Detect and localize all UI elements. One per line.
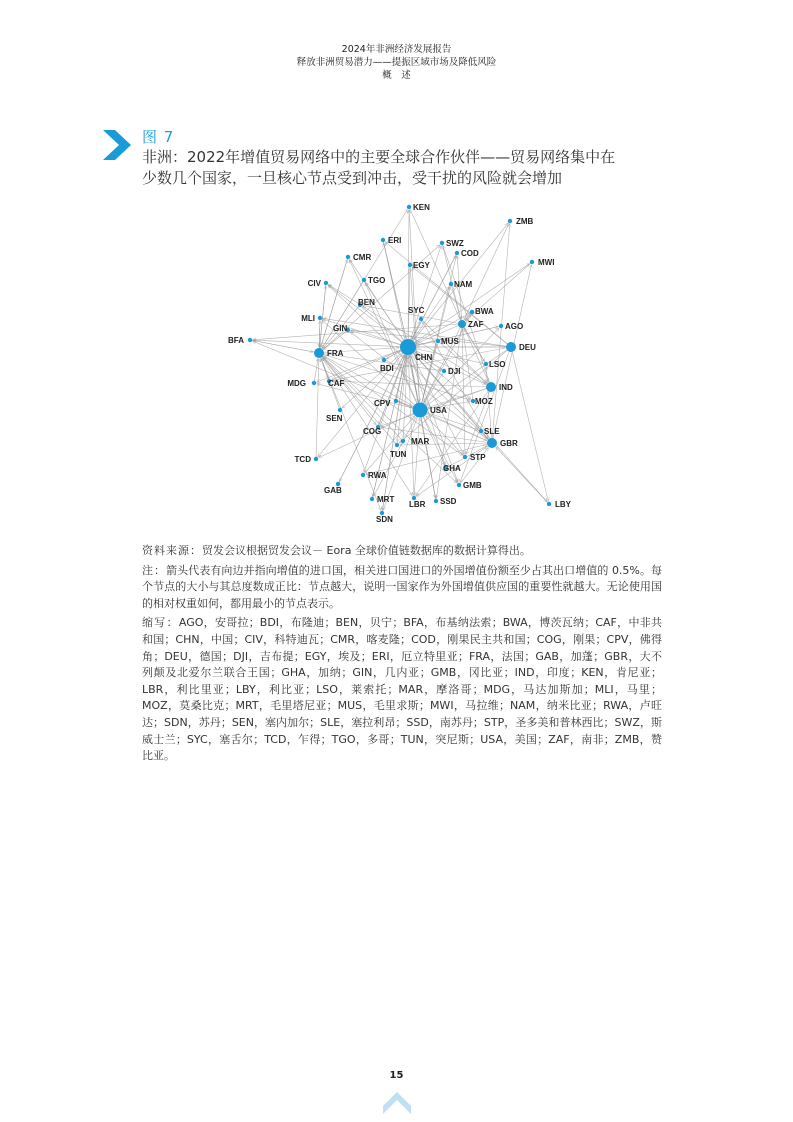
node-label-ken: KEN — [413, 203, 430, 212]
node-rwa — [361, 473, 365, 477]
node-label-gbr: GBR — [500, 439, 518, 448]
node-label-rwa: RWA — [368, 471, 387, 480]
node-label-bdi: BDI — [380, 364, 394, 373]
figure-notes — [142, 543, 662, 768]
node-mus — [436, 339, 440, 343]
node-label-cod: COD — [461, 249, 479, 258]
node-tgo — [362, 278, 366, 282]
node-label-lbr: LBR — [409, 500, 426, 509]
node-mar — [401, 439, 405, 443]
source-label: 资料来源： — [142, 544, 202, 557]
trade-edge-civ-to-fra — [320, 283, 326, 347]
node-sen — [338, 408, 342, 412]
node-usa — [413, 403, 428, 418]
node-label-moz: MOZ — [475, 397, 493, 406]
node-mwi — [530, 260, 534, 264]
node-label-zmb: ZMB — [516, 217, 534, 226]
node-label-syc: SYC — [408, 306, 425, 315]
node-label-gmb: GMB — [463, 481, 482, 490]
node-label-chn: CHN — [415, 353, 433, 362]
source-text: 贸发会议根据贸发会议－ Eora 全球价值链数据库的数据计算得出。 — [202, 544, 531, 557]
node-lso — [484, 362, 488, 366]
node-label-stp: STP — [470, 453, 486, 462]
node-label-gin: GIN — [333, 324, 348, 333]
figure-title-line-1: 非洲：2022年增值贸易网络中的主要全球合作伙伴——贸易网络集中在 — [142, 148, 616, 166]
node-label-mwi: MWI — [538, 258, 555, 267]
node-label-lby: LBY — [555, 500, 571, 509]
node-label-nam: NAM — [454, 280, 473, 289]
trade-edge-sdn-to-chn — [382, 356, 407, 513]
node-label-ben: BEN — [358, 298, 375, 307]
trade-edge-eri-to-chn — [383, 240, 406, 338]
node-label-mar: MAR — [411, 437, 430, 446]
node-swz — [440, 241, 444, 245]
node-gbr — [487, 438, 497, 448]
node-deu — [506, 342, 516, 352]
node-gmb — [457, 483, 461, 487]
node-label-eri: ERI — [388, 236, 402, 245]
node-syc — [419, 317, 423, 321]
figure-title — [142, 147, 662, 189]
trade-edge-chn-to-civ — [329, 285, 408, 347]
abbreviations-label: 缩写： — [142, 616, 179, 630]
node-label-egy: EGY — [413, 261, 430, 270]
note-text: 箭头代表有向边并指向增值的进口国，相关进口国进口的外国增值份额至少占其出口增值的 0.5%。每个节点的大小与其总度数成正比：节点越大，说明一国家作为外国增值供应国的重要性就越大。无论使用国的相对权重如何，都用最小的节点表示。 — [142, 563, 662, 610]
running-header — [0, 43, 793, 82]
node-nam — [449, 282, 453, 286]
node-zaf — [458, 320, 466, 328]
page-number: 15 — [389, 1070, 404, 1081]
node-bfa — [248, 338, 252, 342]
node-label-ind: IND — [499, 383, 513, 392]
node-label-tcd: TCD — [294, 455, 311, 464]
node-stp — [463, 455, 467, 459]
trade-edge-mdg-to-fra — [314, 359, 318, 383]
node-label-fra: FRA — [327, 349, 344, 358]
node-ken — [407, 205, 411, 209]
node-eri — [381, 238, 385, 242]
node-label-cmr: CMR — [353, 253, 372, 262]
header-report-title: 2024年非洲经济发展报告 — [341, 44, 452, 55]
trade-edge-deu-to-gin — [351, 330, 511, 347]
node-label-usa: USA — [430, 406, 447, 415]
figure-number: 图 7 — [142, 128, 175, 146]
node-ssd — [434, 499, 438, 503]
trade-edge-tcd-to-fra — [316, 359, 319, 459]
node-ago — [499, 324, 503, 328]
trade-edge-lbr-to-usa — [414, 418, 419, 498]
node-label-caf: CAF — [328, 379, 345, 388]
abbreviations-note — [142, 615, 662, 764]
note-label: 注： — [142, 563, 167, 577]
node-label-bwa: BWA — [475, 307, 494, 316]
source-note — [142, 543, 662, 560]
node-label-mrt: MRT — [377, 495, 395, 504]
node-label-swz: SWZ — [446, 239, 464, 248]
node-label-gha: GHA — [443, 464, 461, 473]
node-label-sle: SLE — [484, 427, 500, 436]
node-chn — [400, 339, 416, 355]
trade-edge-ind-to-civ — [329, 285, 491, 387]
figure-title-line-2: 少数几个国家，一旦核心节点受到冲击，受干扰的风险就会增加 — [142, 169, 563, 187]
trade-edge-gab-to-chn — [338, 355, 404, 484]
node-mdg — [312, 381, 316, 385]
node-mrt — [370, 497, 374, 501]
node-label-civ: CIV — [307, 279, 321, 288]
node-lby — [547, 502, 551, 506]
node-label-sdn: SDN — [376, 515, 393, 524]
node-ind — [486, 382, 496, 392]
node-sle — [479, 429, 483, 433]
node-civ — [324, 281, 328, 285]
node-label-gab: GAB — [324, 486, 342, 495]
node-label-ssd: SSD — [440, 497, 457, 506]
node-cmr — [346, 255, 350, 259]
header-report-subtitle: 释放非洲贸易潜力——提振区域市场及降低风险 — [296, 57, 497, 68]
trade-edge-ssd-to-chn — [410, 356, 436, 501]
node-mli — [318, 316, 322, 320]
node-label-sen: SEN — [326, 414, 343, 423]
trade-network-diagram — [200, 195, 600, 525]
node-label-bfa: BFA — [228, 336, 244, 345]
back-to-top-icon[interactable] — [383, 1092, 411, 1114]
node-label-mus: MUS — [441, 337, 459, 346]
node-label-tun: TUN — [390, 450, 407, 459]
node-fra — [314, 348, 324, 358]
node-label-mli: MLI — [301, 314, 315, 323]
node-label-mdg: MDG — [287, 379, 306, 388]
node-label-cpv: CPV — [374, 399, 391, 408]
node-label-zaf: ZAF — [468, 320, 484, 329]
header-section-name: 概 述 — [382, 70, 411, 81]
trade-edge-lby-to-gbr — [496, 447, 549, 504]
node-label-cog: COG — [363, 427, 382, 436]
abbreviations-text: AGO，安哥拉；BDI，布隆迪；BEN，贝宁；BFA，布基纳法索；BWA，博茨瓦纳；CAF，中非共和国；CHN，中国；CIV，科特迪瓦；CMR，喀麦隆；COD，刚果民主共和国；COG，刚果；CPV，佛得角；DEU，德国；DJI，吉布提；EGY，埃及；ERI，厄立特里亚；FRA，法国；GAB，加蓬；GBR，大不列颠及北爱尔兰联合王国；GHA，加纳；GIN，几内亚；GMB，冈比亚；IND，印度；KEN，肯尼亚；LBR，利比里亚；LBY，利比亚；LSO，莱索托；MAR，摩洛哥；MDG，马达加斯加；MLI，马里；MOZ，莫桑比克；MRT，毛里塔尼亚；MUS，毛里求斯；MWI，马拉维；NAM，纳米比亚；RWA，卢旺达；SDN，苏丹；SEN，塞内加尔；SLE，塞拉利昂；SSD，南苏丹；STP，圣多美和普林西比；SWZ，斯威士兰；SYC，塞舌尔；TCD，乍得；TGO，多哥；TUN，突尼斯；USA，美国；ZAF，南非；ZMB，赞比亚。 — [142, 616, 663, 763]
node-label-lso: LSO — [489, 360, 506, 369]
node-bwa — [470, 310, 474, 314]
node-label-tgo: TGO — [368, 276, 386, 285]
node-dji — [442, 369, 446, 373]
node-zmb — [508, 219, 512, 223]
node-tcd — [314, 457, 318, 461]
trade-edge-deu-to-lby — [511, 347, 548, 501]
trade-edge-bfa-to-fra — [250, 340, 313, 352]
node-tun — [395, 443, 399, 447]
node-bdi — [382, 358, 386, 362]
node-label-deu: DEU — [519, 343, 536, 352]
chevron-right-icon — [103, 130, 131, 160]
node-cod — [455, 251, 459, 255]
node-label-dji: DJI — [448, 367, 461, 376]
explanatory-note — [142, 563, 662, 613]
node-egy — [408, 263, 412, 267]
node-label-ago: AGO — [505, 322, 524, 331]
node-cpv — [394, 399, 398, 403]
